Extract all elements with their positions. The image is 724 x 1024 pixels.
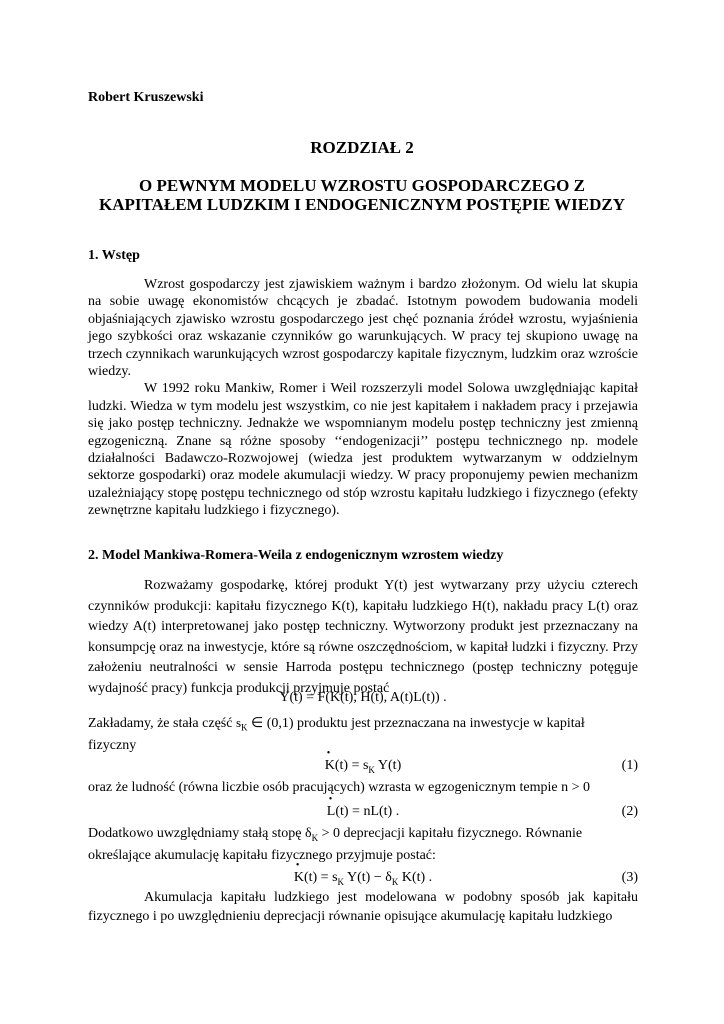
eq3-part: K(t) = s — [293, 870, 338, 885]
equation-3 — [88, 870, 638, 890]
chapter-heading: ROZDZIAŁ 2 — [310, 138, 414, 157]
author-name: Robert Kruszewski — [88, 90, 204, 105]
eq1-part: K(t) = s — [324, 758, 369, 773]
chapter-title — [60, 176, 664, 214]
text-fragment: fizyczny — [88, 737, 137, 753]
section-1-heading: 1. Wstęp — [88, 248, 140, 263]
text-interval: ∈ (0,1) — [251, 716, 294, 731]
symbol-s-subscript: K — [241, 722, 248, 733]
equation-2-number: (2) — [621, 804, 638, 819]
symbol-delta: δ — [304, 826, 312, 841]
equation-1-number: (1) — [621, 758, 638, 773]
eq3-part: Y(t) − δ — [347, 870, 392, 885]
equation-2-formula — [88, 804, 638, 820]
dot-accent — [294, 870, 338, 885]
chapter-title-line1: O PEWNYM MODELU WZROSTU GOSPODARCZEGO Z — [139, 176, 585, 195]
text-fragment: określające akumulację kapitału fizycznego przyjmuje postać: — [88, 847, 436, 863]
equation-3-number: (3) — [621, 870, 638, 885]
equation-1-formula — [88, 758, 638, 775]
equation-production-function — [88, 690, 638, 710]
text-population-growth: oraz że ludność (równa liczbie osób pracujących) wzrasta w egzogenicznym tempie n > 0 — [88, 780, 590, 795]
text-fragment: Zakładamy, że stała część — [88, 716, 233, 731]
section-2-paragraph-1: Rozważamy gospodarkę, której produkt Y(t) jest wytwarzany przy użyciu czterech czynników produkcji: kapitału fizycznego K(t), kapitału ludzkiego H(t), nakładu pracy L(t) oraz wiedzy A(t) interpretowanej jako postęp techniczny. Wytworzony produkt jest przeznaczany na konsumpcję oraz na inwestycje, które są równe oszczędnościom, w kapitał ludzki i fizyczny. Przy założeniu neutralności w sensie Harroda postępu technicznego (postęp techniczny potęguje wydajność pracy) funkcja produkcji przyjmuje postać — [88, 578, 638, 696]
eq2-part: L(t) = nL(t) . — [326, 804, 400, 819]
eq1-subscript: K — [368, 764, 375, 775]
section-1-paragraph-1: Wzrost gospodarczy jest zjawiskiem ważnym i bardzo złożonym. Od wielu lat skupia na sobie uwagę ekonomistów chcących je zbadać. Istotnym powodem budowania modeli objaśniających zjawisko wzrostu gospodarczego jest chęć poznania źródeł wzrostu, wyjaśnienia jego szybkości oraz wskazanie czynników go warunkujących. W pracy tej skupiono uwagę na trzech czynnikach warunkujących wzrost gospodarczy kapitale fizycznym, ludzkim oraz wzroście wiedzy. — [88, 277, 638, 380]
equation-2 — [88, 804, 638, 824]
chapter-title-line2: KAPITAŁEM LUDZKIM I ENDOGENICZNYM POSTĘPIE WIEDZY — [99, 195, 625, 214]
section-1-paragraph-2: W 1992 roku Mankiw, Romer i Weil rozszerzyli model Solowa uwzględniając kapitał ludzki. Wiedza w tym modelu jest wszystkim, co nie jest kapitałem i nakładem pracy i przejawia się jako postęp techniczny. Jednakże we wspomnianym modelu postęp techniczny jest zmienną egzogeniczną. Znane są różne sposoby ‘‘endogenizacji’’ postępu technicznego np. modele działalności Badawczo-Rozwojowej (wiedza jest produktem wytwarzanym w oddzielnym sektorze gospodarki) oraz modele akumulacji wiedzy. W pracy proponujemy pewien mechanizm uzależniający stopę postępu technicznego od stóp wzrostu kapitału ludzkiego i fizycznego (efekty zewnętrzne kapitału ludzkiego i fizycznego). — [88, 381, 638, 519]
text-human-capital — [88, 888, 638, 926]
eq3-part: K(t) . — [401, 870, 433, 885]
section-1-body — [88, 276, 638, 520]
eq1-part: Y(t) — [377, 758, 402, 773]
equation-1 — [88, 758, 638, 778]
text-depreciation — [88, 825, 638, 864]
text-fragment: Dodatkowo uwzględniamy stałą stopę — [88, 826, 302, 841]
section-2-paragraph-2: Akumulacja kapitału ludzkiego jest modelowana w podobny sposób jak kapitału fizycznego i po uwzględnieniu deprecjacji równanie opisujące akumulację kapitału ludzkiego — [88, 890, 638, 924]
text-fragment: produktu jest przeznaczana na inwestycje w kapitał — [297, 716, 585, 731]
section-2-body — [88, 576, 638, 699]
symbol-delta-subscript: K — [311, 832, 319, 843]
text-savings-physical — [88, 714, 638, 754]
eq3-subscript: K — [337, 876, 345, 887]
text-fragment: > 0 deprecjacji kapitału fizycznego. Równanie — [321, 826, 583, 841]
dot-accent — [327, 804, 399, 819]
symbol-s — [235, 715, 248, 733]
section-2-heading: 2. Model Mankiwa-Romera-Weila z endogenicznym wzrostem wiedzy — [88, 548, 504, 563]
equation-3-formula — [88, 870, 638, 887]
dot-accent — [325, 758, 369, 773]
equation-formula: Y(t) = F(K(t), H(t), A(t)L(t)) . — [279, 690, 447, 705]
symbol-s-base: s — [235, 715, 242, 730]
eq3-subscript: K — [391, 876, 399, 887]
